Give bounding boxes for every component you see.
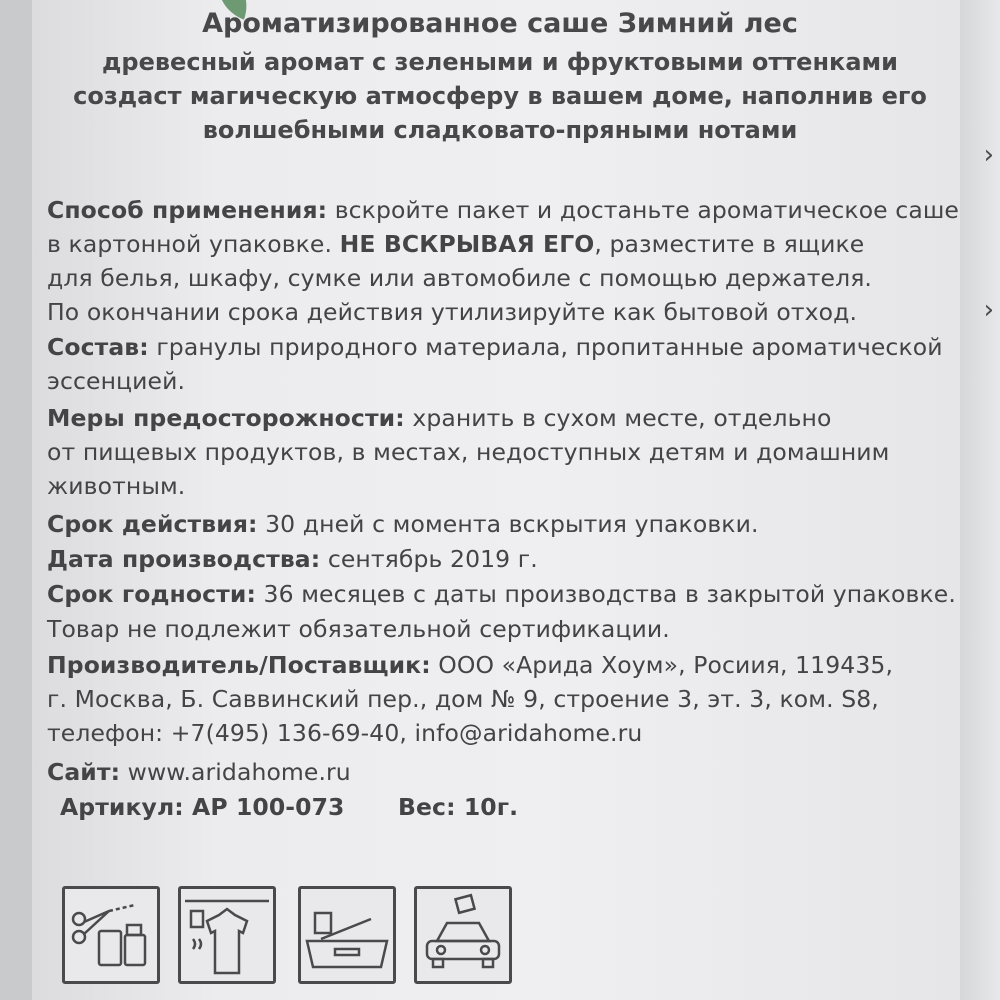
precautions-line: животным. xyxy=(47,472,186,500)
manufacturer-line: Производитель/Поставщик: ООО «Арида Хоум», Росиия, 119435, xyxy=(47,651,894,679)
composition-line: Состав: гранулы природного материала, пропитанные ароматической xyxy=(47,333,943,361)
usage-label: Способ применения: xyxy=(47,196,328,224)
usage-line: для белья, шкафу, сумке или автомобиле с помощью держателя. xyxy=(47,264,873,292)
duration-label: Срок действия: xyxy=(47,510,258,538)
production-label: Дата производства: xyxy=(47,545,321,573)
car-icon xyxy=(414,886,512,984)
product-description-line: волшебными сладковато-пряными нотами xyxy=(202,116,798,144)
article-number: Артикул: АР 100-073 xyxy=(60,793,345,821)
scissors-open-packet-icon xyxy=(62,886,160,984)
usage-line: По окончании срока действия утилизируйте как бытовой отход. xyxy=(47,298,858,326)
arrow-mark-icon: › xyxy=(983,295,994,325)
certification-line: Товар не подлежит обязательной сертификации. xyxy=(47,615,670,643)
precautions-label: Меры предосторожности: xyxy=(47,404,405,432)
composition-line: эссенцией. xyxy=(47,367,186,395)
wardrobe-hanger-icon xyxy=(178,886,276,984)
sachet-packaging xyxy=(32,0,962,1000)
production-date-line: Дата производства: сентябрь 2019 г. xyxy=(47,545,538,573)
address-line: г. Москва, Б. Саввинский пер., дом № 9, строение 3, эт. 3, ком. S8, xyxy=(47,685,879,713)
drawer-icon xyxy=(298,886,396,984)
shelf-life-line: Срок годности: 36 месяцев с даты производства в закрытой упаковке. xyxy=(47,580,956,608)
precautions-line: от пищевых продуктов, в местах, недоступных детям и домашним xyxy=(47,438,890,466)
weight: Вес: 10г. xyxy=(398,793,519,821)
duration-line: Срок действия: 30 дней с момента вскрытия упаковки. xyxy=(47,510,759,538)
product-description-line: древесный аромат с зелеными и фруктовыми оттенками xyxy=(102,48,898,76)
product-description-line: создаст магическую атмосферу в вашем доме, наполнив его xyxy=(73,82,927,110)
arrow-mark-icon: › xyxy=(983,140,994,170)
usage-line: Способ применения: вскройте пакет и достаньте ароматическое саше xyxy=(47,196,959,224)
warning-text: НЕ ВСКРЫВАЯ ЕГО xyxy=(339,230,595,258)
precautions-line: Меры предосторожности: хранить в сухом месте, отдельно xyxy=(47,404,832,432)
usage-line: в картонной упаковке. НЕ ВСКРЫВАЯ ЕГО, разместите в ящике xyxy=(47,230,865,258)
site-label: Сайт: xyxy=(47,758,121,786)
shelf-life-label: Срок годности: xyxy=(47,580,256,608)
contact-line: телефон: +7(495) 136-69-40, info@aridahome.ru xyxy=(47,719,643,747)
product-title: Ароматизированное саше Зимний лес xyxy=(202,8,798,39)
manufacturer-label: Производитель/Поставщик: xyxy=(47,651,431,679)
site-line: Сайт: www.aridahome.ru xyxy=(47,758,351,786)
packet-edge xyxy=(960,0,1000,1000)
composition-label: Состав: xyxy=(47,333,149,361)
